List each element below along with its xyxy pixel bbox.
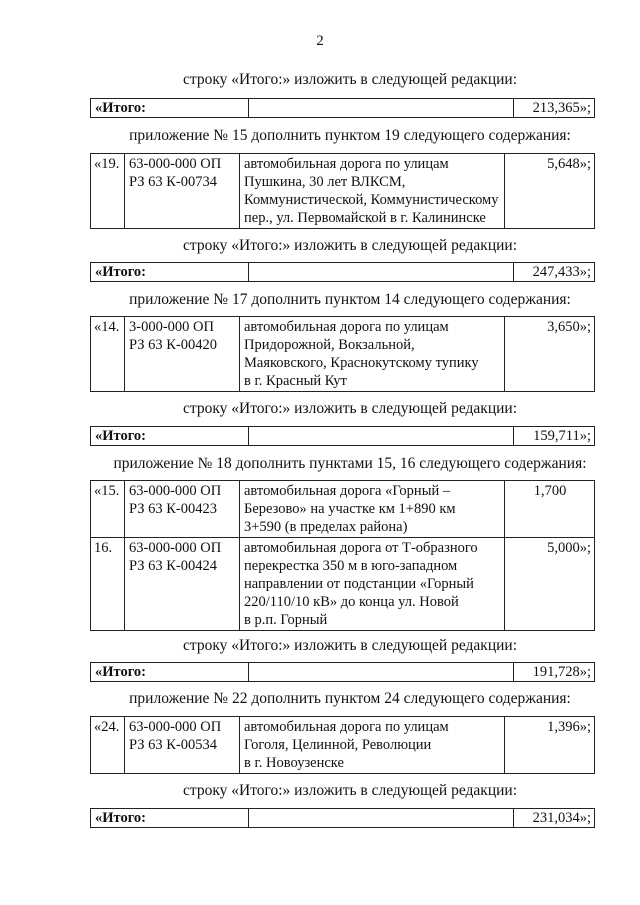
length-value: 5,648»;: [505, 154, 595, 229]
paragraph: строку «Итого:» изложить в следующей редакции:: [182, 782, 518, 799]
paragraph: приложение № 22 дополнить пунктом 24 следующего содержания:: [129, 690, 571, 707]
item-number: 16.: [91, 538, 125, 631]
total-value: 247,433»;: [514, 263, 595, 282]
total-value: 159,711»;: [514, 427, 595, 446]
road-code: 3-000-000 ОП РЗ 63 К-00420: [125, 317, 240, 392]
page-number: 2: [316, 33, 324, 49]
road-description: автомобильная дорога по улицам Пушкина, 30 лет ВЛКСМ, Коммунистической, Коммунистическому пер., ул. Первомайской в г. Калининске: [240, 154, 505, 229]
data-table: [90, 480, 595, 631]
paragraph: строку «Итого:» изложить в следующей редакции:: [182, 637, 518, 654]
item-number: «14.: [91, 317, 125, 392]
table-row: [91, 717, 595, 774]
total-value: 213,365»;: [514, 99, 595, 118]
paragraph: строку «Итого:» изложить в следующей редакции:: [182, 237, 518, 254]
paragraph: строку «Итого:» изложить в следующей редакции:: [182, 400, 518, 417]
total-label: «Итого:: [91, 663, 249, 682]
length-value: 3,650»;: [505, 317, 595, 392]
road-code: 63-000-000 ОП РЗ 63 К-00734: [125, 154, 240, 229]
total-label: «Итого:: [91, 427, 249, 446]
data-table: [90, 153, 595, 229]
total-table: [90, 426, 595, 446]
item-number: «24.: [91, 717, 125, 774]
total-value: 191,728»;: [514, 663, 595, 682]
total-table: [90, 808, 595, 828]
table-row: [91, 317, 595, 392]
data-table: [90, 316, 595, 392]
total-table: [90, 262, 595, 282]
total-label: «Итого:: [91, 99, 249, 118]
road-description: автомобильная дорога «Горный – Березово» на участке км 1+890 км 3+590 (в пределах района): [240, 481, 505, 538]
paragraph: приложение № 17 дополнить пунктом 14 следующего содержания:: [129, 291, 571, 308]
length-value: 1,396»;: [505, 717, 595, 774]
paragraph: строку «Итого:» изложить в следующей редакции:: [182, 71, 518, 88]
road-code: 63-000-000 ОП РЗ 63 К-00534: [125, 717, 240, 774]
total-value: 231,034»;: [514, 809, 595, 828]
total-table: [90, 98, 595, 118]
length-value: 5,000»;: [505, 538, 595, 631]
table-row: [91, 481, 595, 538]
length-value: 1,700: [505, 481, 595, 538]
road-code: 63-000-000 ОП РЗ 63 К-00424: [125, 538, 240, 631]
total-table: [90, 662, 595, 682]
road-description: автомобильная дорога от Т-образного перекрестка 350 м в юго-западном направлении от подстанции «Горный 220/110/10 кВ» до конца ул. Новой в р.п. Горный: [240, 538, 505, 631]
table-row: [91, 538, 595, 631]
road-code: 63-000-000 ОП РЗ 63 К-00423: [125, 481, 240, 538]
total-label: «Итого:: [91, 809, 249, 828]
data-table: [90, 716, 595, 774]
road-description: автомобильная дорога по улицам Гоголя, Целинной, Революции в г. Новоузенске: [240, 717, 505, 774]
table-row: [91, 154, 595, 229]
total-label: «Итого:: [91, 263, 249, 282]
paragraph: приложение № 18 дополнить пунктами 15, 16 следующего содержания:: [113, 455, 587, 472]
paragraph: приложение № 15 дополнить пунктом 19 следующего содержания:: [129, 127, 571, 144]
road-description: автомобильная дорога по улицам Придорожной, Вокзальной, Маяковского, Краснокутскому тупику в г. Красный Кут: [240, 317, 505, 392]
item-number: «15.: [91, 481, 125, 538]
item-number: «19.: [91, 154, 125, 229]
